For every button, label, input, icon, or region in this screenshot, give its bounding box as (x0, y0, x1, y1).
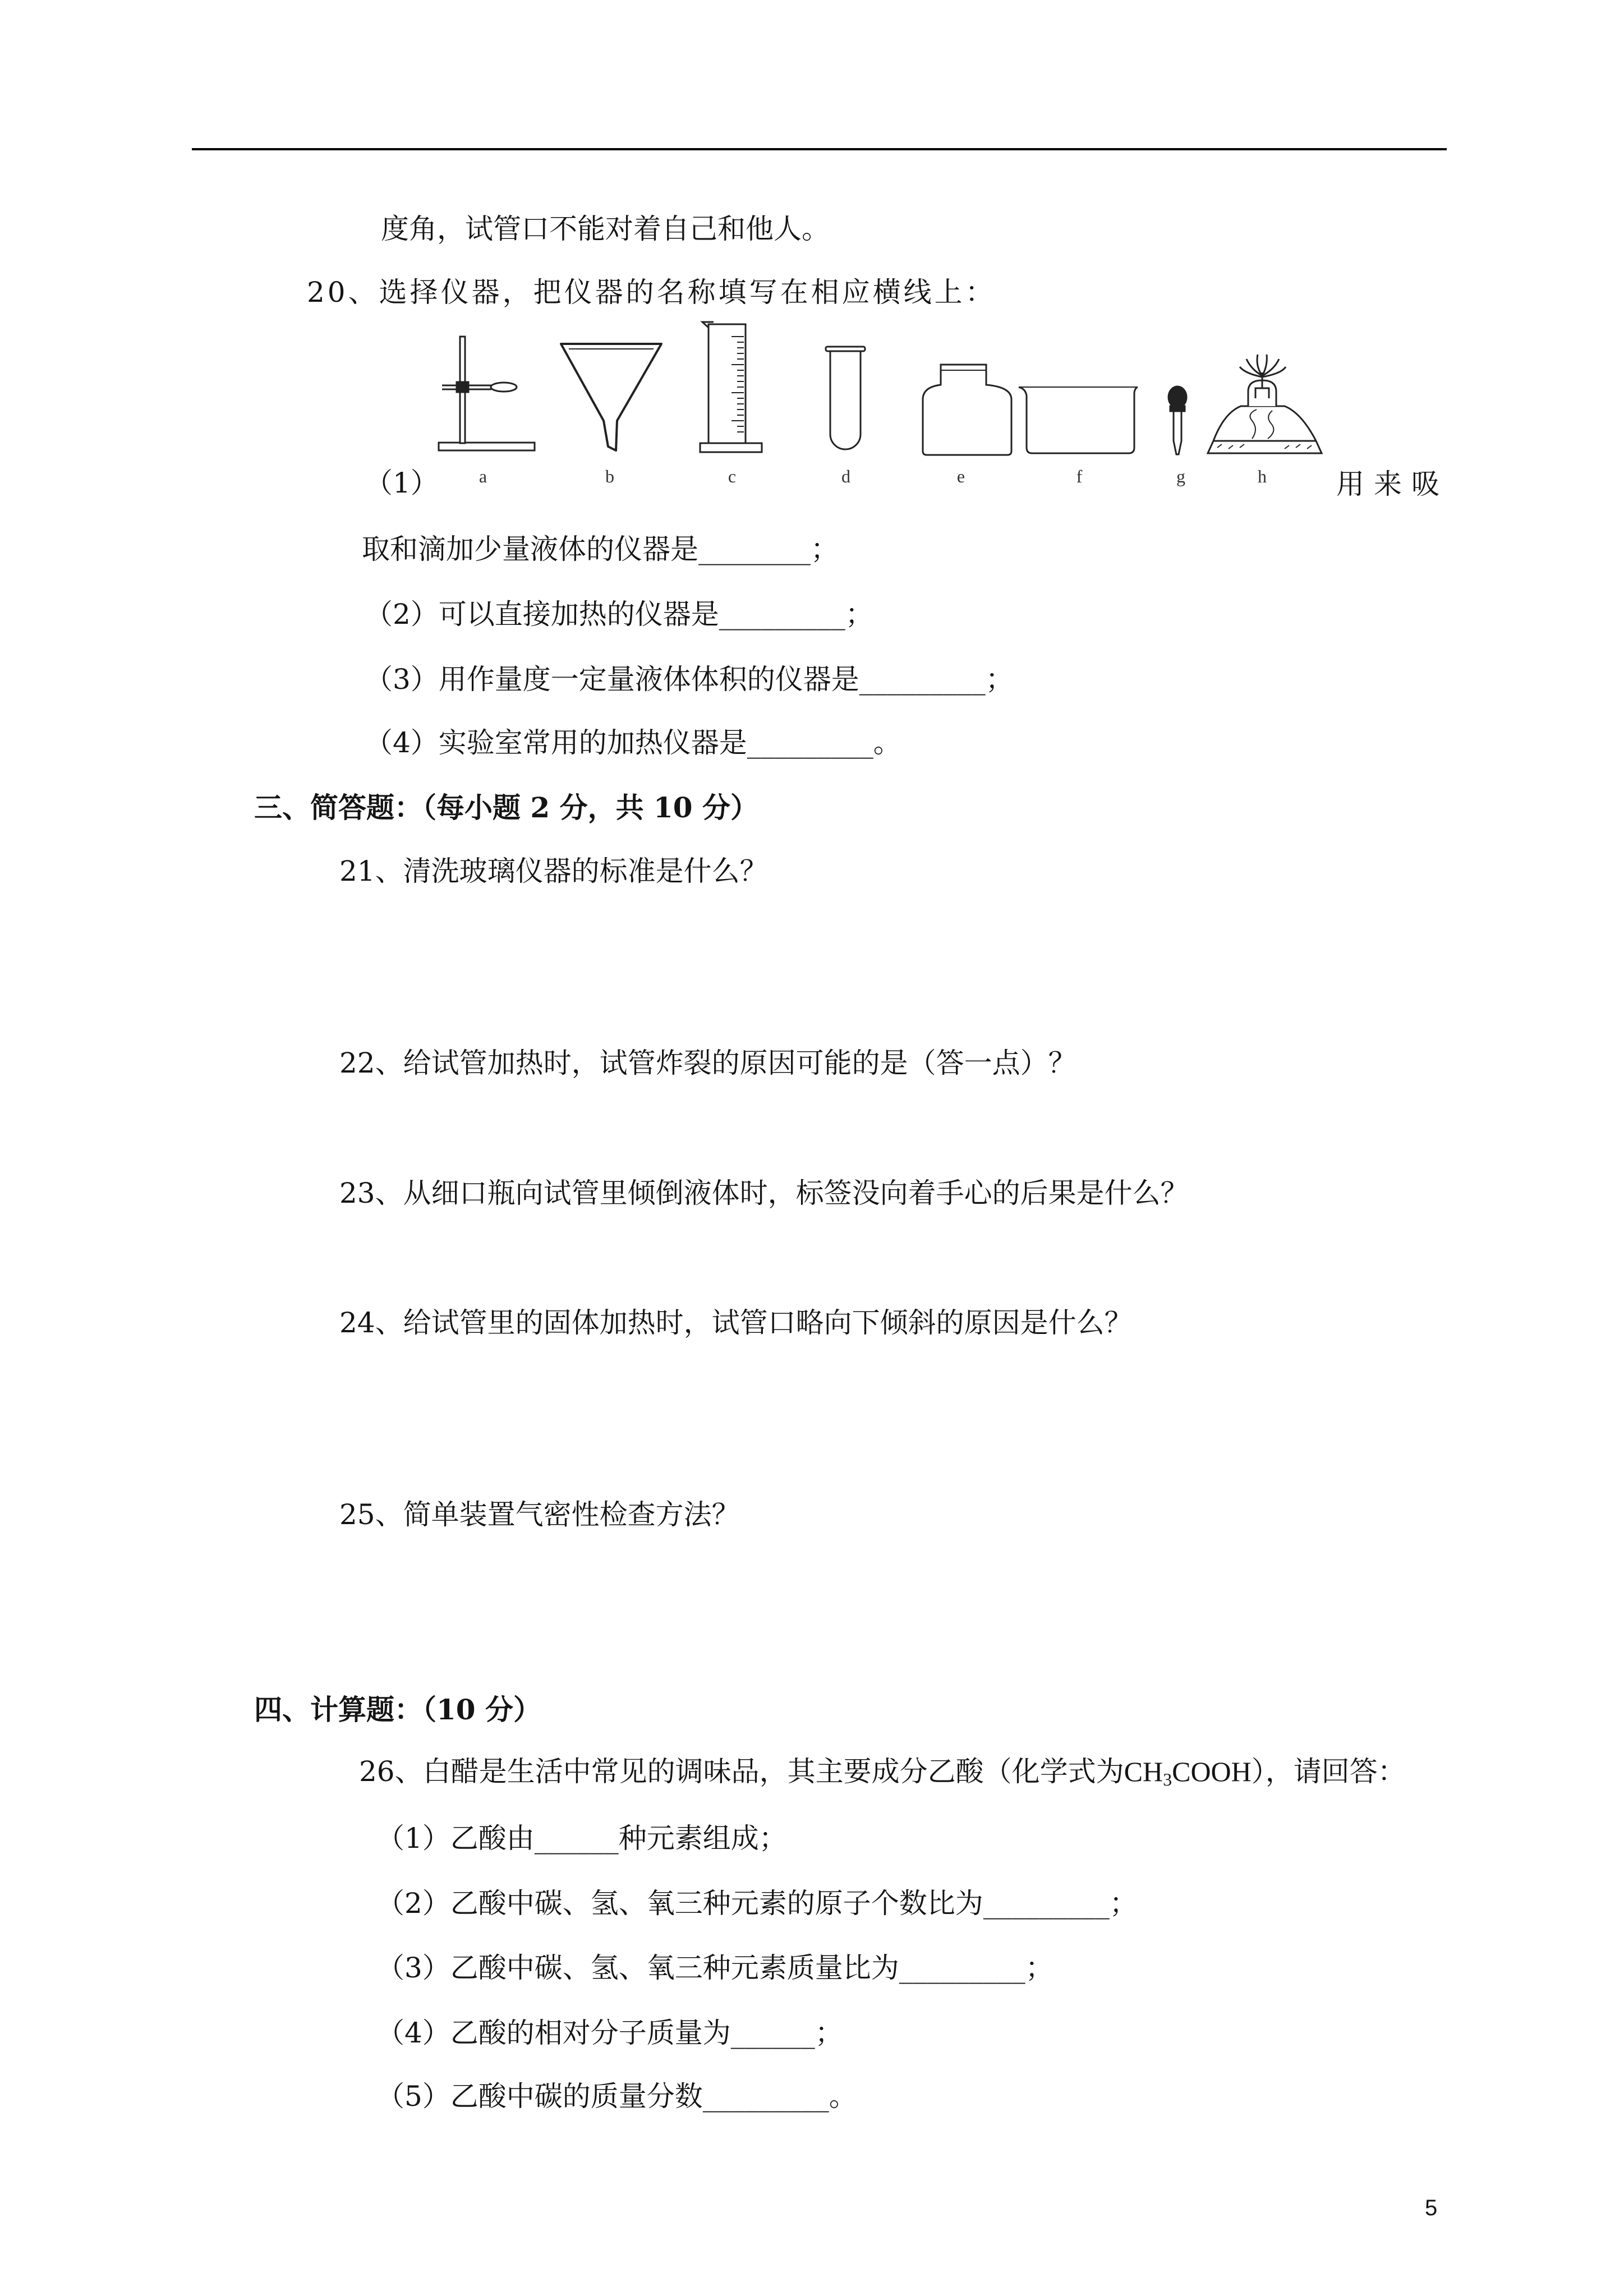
page-number: 5 (1425, 2196, 1438, 2220)
question-26-stem-end: ），请回答： (1251, 1755, 1406, 1788)
question-23: 23、从细口瓶向试管里倾倒液体时，标签没向着手心的后果是什么？ (339, 1177, 1189, 1209)
figure-label-g: g (1176, 466, 1185, 486)
formula-subscript: 3 (1163, 1769, 1172, 1789)
question-24: 24、给试管里的固体加热时，试管口略向下倾斜的原因是什么？ (339, 1306, 1133, 1339)
question-26-stem-start: 26、白醋是生活中常见的调味品，其主要成分乙酸（化学式为 (359, 1755, 1124, 1788)
figure-label-d: d (841, 466, 850, 486)
beaker-icon (1019, 387, 1138, 453)
question-22: 22、给试管加热时，试管炸裂的原因可能的是（答一点）？ (339, 1047, 1076, 1079)
q20-stem: 20、选择仪器，把仪器的名称填写在相应横线上： (307, 276, 996, 309)
q26-part5: （5）乙酸中碳的质量分数_________。 (376, 2080, 857, 2113)
funnel-icon (561, 344, 661, 450)
q26-part4: （4）乙酸的相对分子质量为______； (376, 2017, 843, 2049)
apparatus-figure (426, 314, 1335, 494)
section3-heading: 三、简答题：（每小题 2 分，共 10 分） (254, 791, 758, 824)
q26-part3: （3）乙酸中碳、氢、氧三种元素质量比为_________； (376, 1952, 1053, 1984)
question-21: 21、清洗玻璃仪器的标准是什么？ (339, 855, 768, 887)
section4-heading: 四、计算题：（10 分） (254, 1693, 541, 1726)
formula-part-cooh: COOH (1172, 1756, 1252, 1787)
test-tube-icon (826, 347, 865, 449)
figure-label-a: a (479, 466, 487, 486)
q26-part1: （1）乙酸由______种元素组成； (376, 1822, 787, 1855)
figure-label-f: f (1076, 466, 1083, 486)
figure-label-e: e (956, 466, 965, 486)
q20-part1-text-start: 用来吸 (1336, 468, 1449, 500)
formula-part-ch: CH (1124, 1756, 1163, 1787)
question-25: 25、简单装置气密性检查方法？ (339, 1498, 740, 1531)
header-rule (192, 148, 1447, 150)
iron-stand-icon (439, 337, 535, 450)
figure-label-b: b (605, 466, 614, 486)
alcohol-lamp-icon (1208, 355, 1322, 453)
q20-part3: （3）用作量度一定量液体体积的仪器是_________； (365, 663, 1014, 696)
q19-continuation: 度角，试管口不能对着自己和他人。 (381, 213, 830, 245)
wide-mouth-bottle-icon (923, 365, 1011, 455)
chemical-formula (1124, 1756, 1252, 1787)
dropper-icon (1168, 386, 1186, 454)
figure-label-c: c (728, 466, 737, 486)
q26-part2: （2）乙酸中碳、氢、氧三种元素的原子个数比为_________； (376, 1887, 1138, 1920)
q20-part1-number: （1） (365, 467, 439, 499)
question-26-stem (359, 1755, 1406, 1788)
figure-label-h: h (1258, 466, 1267, 486)
q20-part2: （2）可以直接加热的仪器是_________； (365, 598, 873, 631)
q20-part1-text: 取和滴加少量液体的仪器是________； (362, 533, 839, 565)
graduated-cylinder-icon (700, 322, 762, 452)
q20-part4: （4）实验室常用的加热仪器是_________。 (365, 726, 901, 759)
